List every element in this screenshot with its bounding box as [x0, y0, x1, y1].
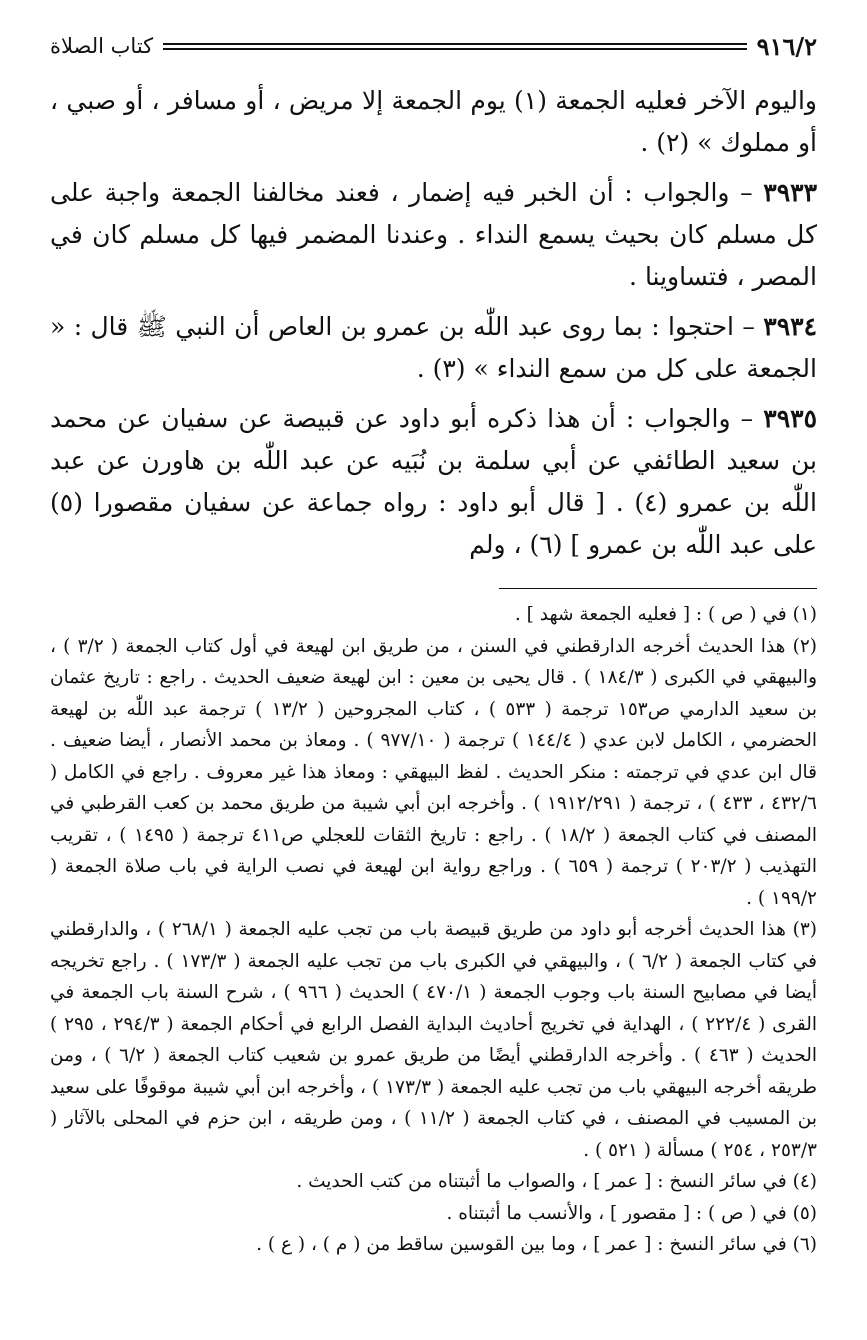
paragraph-3933: [50, 172, 817, 298]
header-rule: [163, 43, 747, 50]
paragraph-text: – والجواب : أن هذا ذكره أبو داود عن قبيصة عن سفيان عن محمد بن سعيد الطائفي عن أبي سلمة بن نُبَيه عن عبد اللّٰه بن هاورن عن عبد اللّٰه بن عمرو (٤) . [ قال أبو داود : رواه جماعة عن سفيان مقصورا (٥) على عبد اللّٰه بن عمرو ] (٦) ، ولم: [50, 404, 817, 559]
footnote-1: (١) في ( ص ) : [ فعليه الجمعة شهد ] .: [514, 604, 817, 625]
paragraph-3934: [50, 306, 817, 390]
footnote-divider: [499, 588, 817, 589]
paragraph-number: ٣٩٣٥: [763, 404, 817, 433]
paragraph-number: ٣٩٣٤: [763, 312, 817, 341]
footnote-6: (٦) في سائر النسخ : [ عمر ] ، وما بين القوسين ساقط من ( م ) ، ( ع ) .: [256, 1234, 817, 1255]
paragraph-text: – احتجوا : بما روى عبد اللّٰه بن عمرو بن العاص أن النبي ﷺ قال : « الجمعة على كل من سمع النداء » (٣) .: [50, 312, 817, 383]
paragraph-3935: [50, 398, 817, 566]
chapter-title: كتاب الصلاة: [50, 34, 154, 58]
footnote-3: (٣) هذا الحديث أخرجه أبو داود من طريق قبيصة باب من تجب عليه الجمعة ( ٢٦٨/١ ) ، والدارقطني في كتاب الجمعة ( ٦/٢ ) ، والبيهقي في الكبرى باب من تجب عليه الجمعة ( ١٧٣/٣ ) . راجع تخريجه أيضا في مصابيح السنة باب وجوب الجمعة ( ٤٧٠/١ ) الحديث ( ٩٦٦ ) ، شرح السنة باب الجمعة في القرى ( ٢٢٢/٤ ) ، الهداية في تخريج أحاديث البداية الفصل الرابع في أحكام الجمعة ( ٢٩٤/٣ ، ٢٩٥ ) الحديث ( ٤٦٣ ) . وأخرجه الدارقطني أيضًا من طريق عمرو بن شعيب كتاب الجمعة ( ٦/٢ ) ، ومن طريقه أخرجه البيهقي باب من تجب عليه الجمعة ( ١٧٣/٣ ) ، وأخرجه ابن أبي شيبة موقوفًا على سعيد بن المسيب في المصنف ، في كتاب الجمعة ( ١١/٢ ) ، ومن طريقه ، ابن حزم في المحلى بالآثار ( ٢٥٣/٣ ، ٢٥٤ ) مسألة ( ٥٢١ ) .: [50, 919, 818, 1161]
footnote-5: (٥) في ( ص ) : [ مقصور ] ، والأنسب ما أثبتناه .: [446, 1202, 817, 1224]
page-header: [50, 26, 817, 66]
main-text: [50, 80, 817, 566]
footnote-4: (٤) في سائر النسخ : [ عمر ] ، والصواب ما أثبتناه من كتب الحديث .: [296, 1171, 817, 1192]
paragraph-text: – والجواب : أن الخبر فيه إضمار ، فعند مخالفنا الجمعة واجبة على كل مسلم كان بحيث يسمع النداء . وعندنا المضمر فيها كل مسلم كان في المصر ، فتساوينا .: [50, 178, 817, 291]
footnotes: [50, 599, 817, 1261]
paragraph-number: ٣٩٣٣: [763, 178, 817, 207]
paragraph-continuation: واليوم الآخر فعليه الجمعة (١) يوم الجمعة إلا مريض ، أو مسافر ، أو صبي ، أو مملوك » (٢) .: [50, 86, 817, 157]
footnote-2: (٢) هذا الحديث أخرجه الدارقطني في السنن ، من طريق ابن لهيعة في أول كتاب الجمعة ( ٣/٢ ) ، والبيهقي في الكبرى ( ١٨٤/٣ ) . قال يحيى بن معين : ابن لهيعة ضعيف الحديث . راجع : تاريخ عثمان بن سعيد الدارمي ص١٥٣ ترجمة ( ٥٣٣ ) ، كتاب المجروحين ( ١٣/٢ ) ترجمة عبد اللّٰه بن لهيعة الحضرمي ، الكامل لابن عدي ( ١٤٤/٤ ) ترجمة ( ٩٧٧/١٠ ) . ومعاذ بن محمد الأنصار ، أيضا ضعيف . قال ابن عدي في ترجمته : منكر الحديث . لفظ البيهقي : ومعاذ هذا غير معروف . راجع في الكامل ( ٤٣٢/٦ ، ٤٣٣ ) ، ترجمة ( ١٩١٢/٢٩١ ) . وأخرجه ابن أبي شيبة من طريق محمد بن كعب القرطبي في المصنف في كتاب الجمعة ( ١٨/٢ ) . راجع : تاريخ الثقات للعجلي ص٤١١ ترجمة ( ١٤٩٥ ) ، تقريب التهذيب ( ٢٠٣/٢ ) ترجمة ( ٦٥٩ ) . وراجع رواية ابن لهيعة في نصب الراية في باب صلاة الجمعة ( ١٩٩/٢ ) .: [50, 635, 818, 909]
page-number: ٩١٦/٢: [756, 31, 817, 61]
